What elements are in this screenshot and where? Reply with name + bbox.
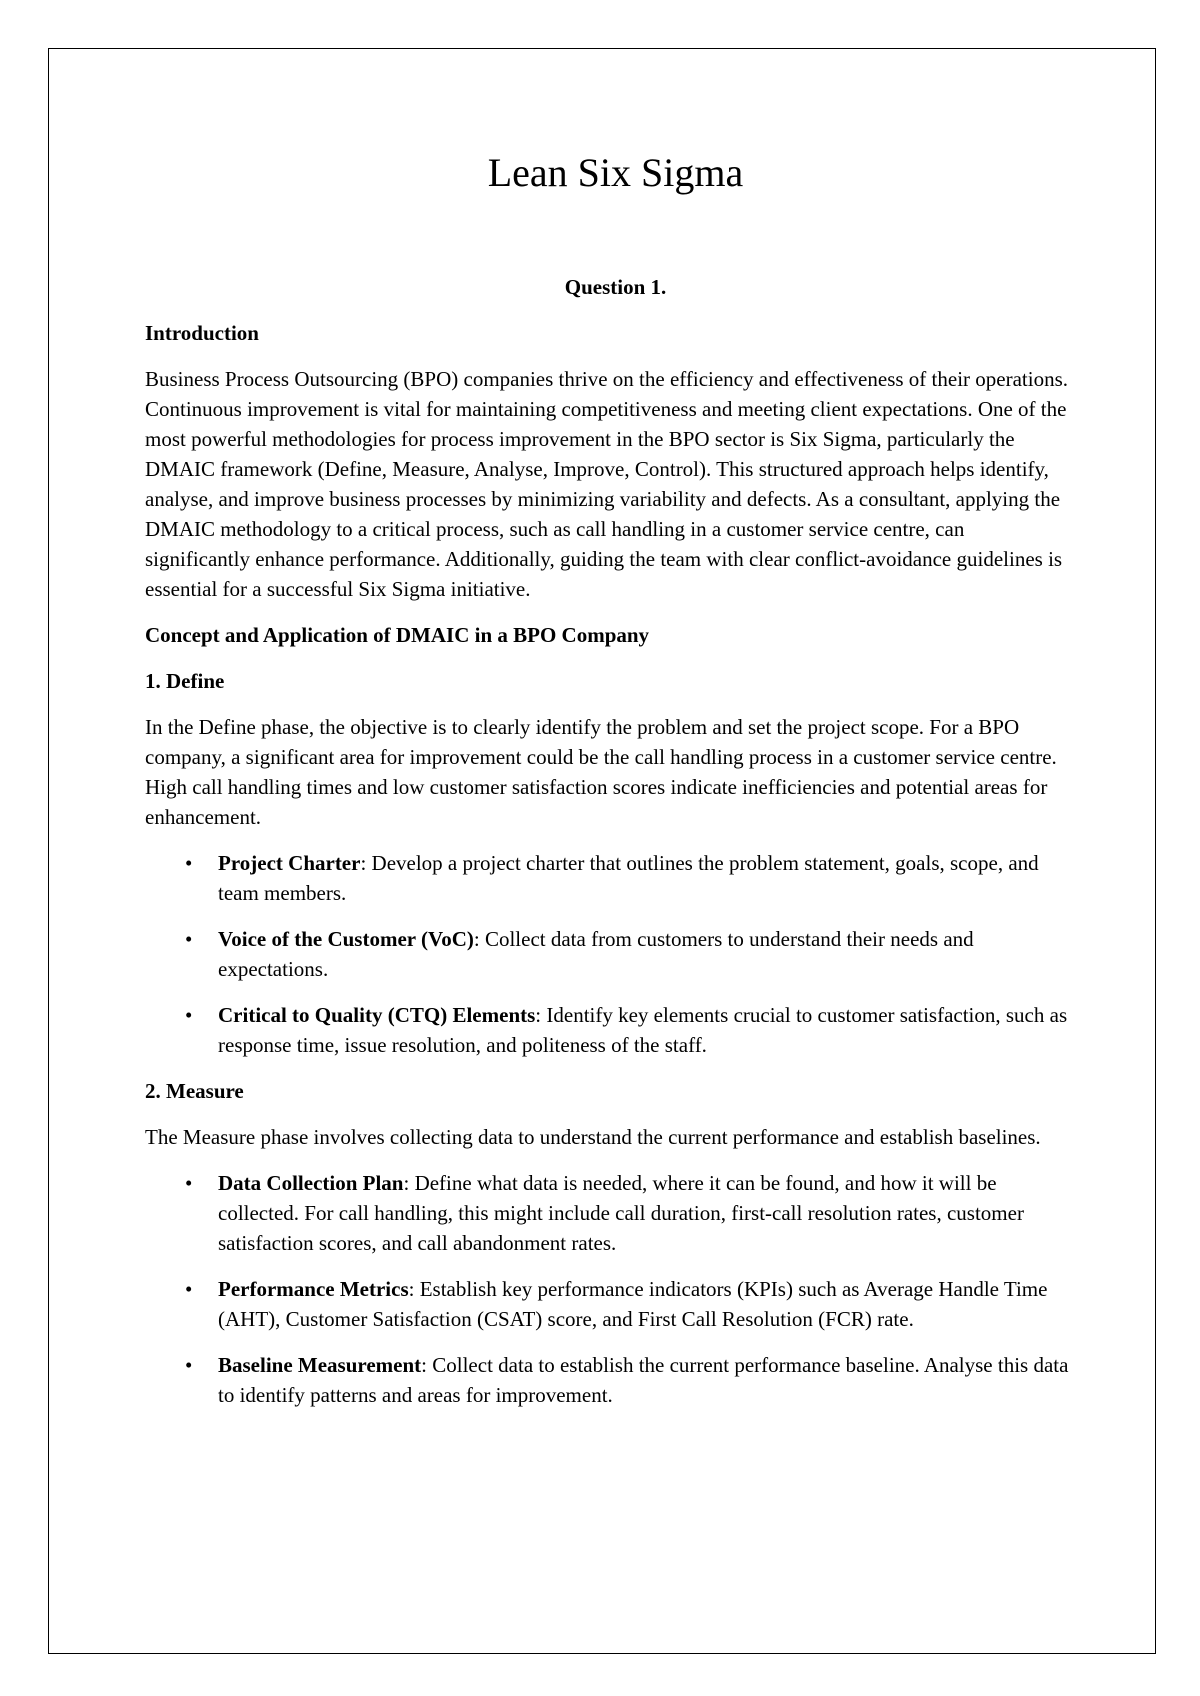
bullet-icon: • — [185, 851, 193, 875]
bullet-term: Project Charter — [218, 851, 361, 875]
bullet-text: : Define what data is needed, where it can be found, and how it will be collected. For call handling, this might include call duration, first-call resolution rates, customer satisfaction scores, and call abandonment rates. — [218, 1171, 1024, 1255]
bullet-icon: • — [185, 1277, 193, 1301]
bullet-text: : Identify key elements crucial to customer satisfaction, such as response time, issue resolution, and politeness of the staff. — [218, 1003, 1068, 1057]
concept-heading: Concept and Application of DMAIC in a BPO Company — [145, 623, 650, 647]
measure-heading: 2. Measure — [145, 1079, 244, 1103]
list-item — [145, 848, 1070, 908]
question-heading: Question 1. — [564, 275, 667, 299]
bullet-icon: • — [185, 1171, 193, 1195]
measure-bullet-list — [145, 1168, 1070, 1410]
list-item — [145, 1000, 1070, 1060]
define-heading: 1. Define — [145, 669, 225, 693]
bullet-icon: • — [185, 927, 193, 951]
define-bullet-list — [145, 848, 1070, 1060]
intro-paragraph: Business Process Outsourcing (BPO) companies thrive on the efficiency and effectiveness of their operations. Continuous improvement is vital for maintaining competitiveness and meeting client expectations. One of the most powerful methodologies for process improvement in the BPO sector is Six Sigma, particularly the DMAIC framework (Define, Measure, Analyse, Improve, Control). This structured approach helps identify, analyse, and improve business processes by minimizing variability and defects. As a consultant, applying the DMAIC methodology to a critical process, such as call handling in a customer service centre, can significantly enhance performance. Additionally, guiding the team with clear conflict-avoidance guidelines is essential for a successful Six Sigma initiative. — [145, 367, 1068, 601]
bullet-term: Performance Metrics — [218, 1277, 409, 1301]
bullet-text: : Establish key performance indicators (KPIs) such as Average Handle Time (AHT), Customer Satisfaction (CSAT) score, and First Call Resolution (FCR) rate. — [218, 1277, 1048, 1331]
intro-heading: Introduction — [145, 321, 259, 345]
document-title: Lean Six Sigma — [487, 150, 744, 195]
bullet-text: : Develop a project charter that outlines the problem statement, goals, scope, and team members. — [218, 851, 1039, 905]
document-body — [145, 140, 1070, 1410]
bullet-text: : Collect data to establish the current performance baseline. Analyse this data to identify patterns and areas for improvement. — [218, 1353, 1069, 1407]
list-item — [145, 1350, 1070, 1410]
bullet-term: Voice of the Customer (VoC) — [218, 927, 474, 951]
measure-paragraph: The Measure phase involves collecting data to understand the current performance and establish baselines. — [145, 1125, 1041, 1149]
bullet-term: Data Collection Plan — [218, 1171, 404, 1195]
bullet-text: : Collect data from customers to understand their needs and expectations. — [218, 927, 974, 981]
list-item — [145, 1274, 1070, 1334]
bullet-icon: • — [185, 1003, 193, 1027]
list-item — [145, 1168, 1070, 1258]
bullet-icon: • — [185, 1353, 193, 1377]
bullet-term: Baseline Measurement — [218, 1353, 422, 1377]
define-paragraph: In the Define phase, the objective is to clearly identify the problem and set the project scope. For a BPO company, a significant area for improvement could be the call handling process in a customer service centre. High call handling times and low customer satisfaction scores indicate inefficiencies and potential areas for enhancement. — [145, 715, 1057, 829]
list-item — [145, 924, 1070, 984]
bullet-term: Critical to Quality (CTQ) Elements — [218, 1003, 536, 1027]
